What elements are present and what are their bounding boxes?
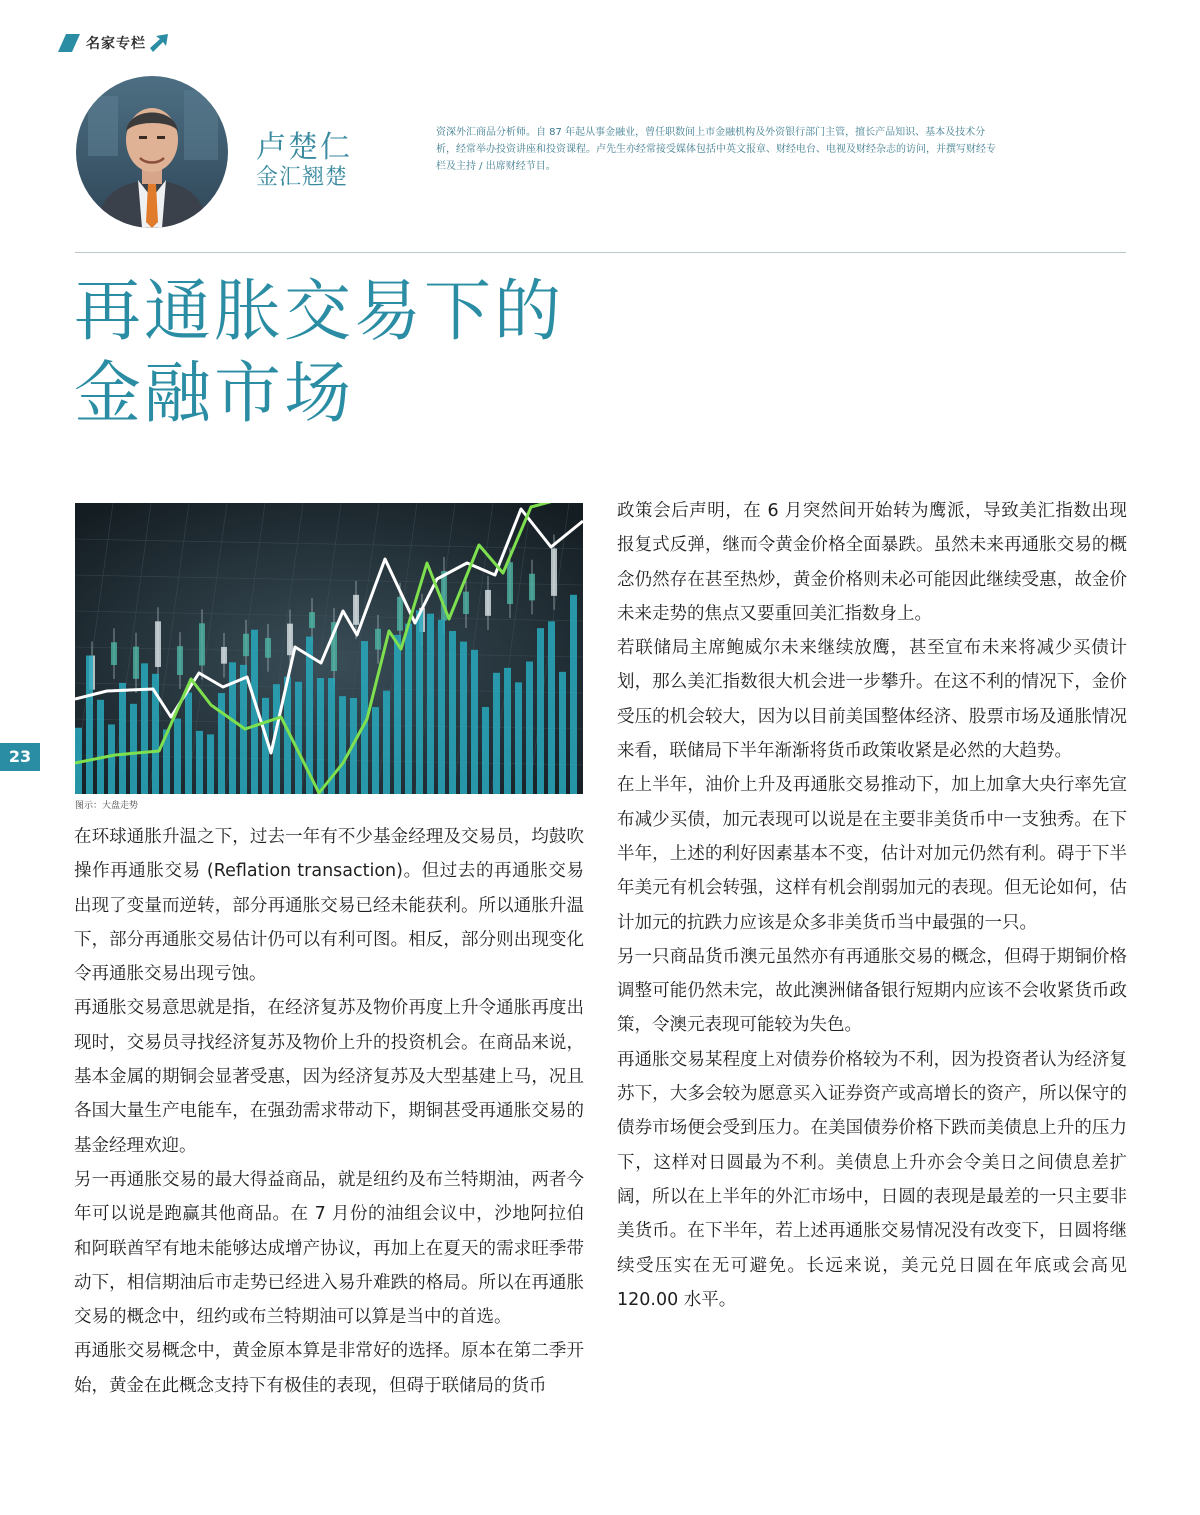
paragraph: 在环球通胀升温之下，过去一年有不少基金经理及交易员，均鼓吹操作再通胀交易 (Reflation transaction)。但过去的再通胀交易出现了变量而逆转，部分再通胀交易已经未能获利。所以通胀升温下，部分再通胀交易估计仍可以有利可图。相反，部分则出现变化令再通胀交易出现亏蚀。: [74, 827, 584, 985]
arrow-up-right-icon: [150, 34, 170, 52]
headline-line-2: 金融市场: [74, 354, 354, 432]
author-name: 卢楚仁: [256, 130, 352, 165]
paragraph: 再通胀交易意思就是指，在经济复苏及物价再度上升令通胀再度出现时，交易员寻找经济复苏及物价上升的投资机会。在商品来说，基本金属的期铜会显著受惠，因为经济复苏及大型基建上马，况且各国大量生产电能车，在强劲需求带动下，期铜甚受再通胀交易的基金经理欢迎。: [74, 998, 584, 1156]
paragraph: 再通胀交易某程度上对债券价格较为不利，因为投资者认为经济复苏下，大多会较为愿意买入证券资产或高增长的资产，所以保守的债券市场便会受到压力。在美国债券价格下跌而美债息上升的压力下，这样对日圆最为不利。美债息上升亦会令美日之间债息差扩阔，所以在上半年的外汇市场中，日圆的表现是最差的一只主要非美货币。在下半年，若上述再通胀交易情况没有改变下，日圆将继续受压实在无可避免。长远来说，美元兑日圆在年底或会高见 120.00 水平。: [617, 1049, 1127, 1310]
paragraph: 另一再通胀交易的最大得益商品，就是纽约及布兰特期油，两者今年可以说是跑赢其他商品。在 7 月份的油组会议中，沙地阿拉伯和阿联酋罕有地未能够达成增产协议，再加上在夏天的需求旺季带动下，相信期油后市走势已经进入易升难跌的格局。所以在再通胀交易的概念中，纽约或布兰特期油可以算是当中的首选。: [74, 1169, 584, 1328]
figure-caption: 图示：大盘走势: [75, 801, 139, 811]
paragraph: 再通胀交易概念中，黄金原本算是非常好的选择。原本在第二季开始，黄金在此概念支持下有极佳的表现，但碍于联储局的货币: [74, 1341, 584, 1396]
paragraph: 政策会后声明，在 6 月突然间开始转为鹰派，导致美汇指数出现报复式反弹，继而令黄金价格全面暴跌。虽然未来再通胀交易的概念仍然存在甚至热炒，黄金价格则未必可能因此继续受惠，故金价未来走势的焦点又要重回美汇指数身上。: [617, 501, 1127, 624]
paragraph: 另一只商品货币澳元虽然亦有再通胀交易的概念，但碍于期铜价格调整可能仍然未完，故此澳洲储备银行短期内应该不会收紧货币政策，令澳元表现可能较为失色。: [617, 946, 1127, 1036]
page-number: 23: [0, 743, 40, 771]
stock-chart-image: [75, 503, 583, 794]
paragraph: 在上半年，油价上升及再通胀交易推动下，加上加拿大央行率先宣布减少买债，加元表现可以说是在主要非美货币中一支独秀。在下半年，上述的利好因素基本不变，估计对加元仍然有利。碍于下半年美元有机会转强，这样有机会削弱加元的表现。但无论如何，估计加元的抗跌力应该是众多非美货币当中最强的一只。: [617, 775, 1127, 933]
author-bio: 资深外汇商品分析师。自 87 年起从事金融业，曾任职数间上市金融机构及外资银行部门主管，擅长产品知识、基本及技术分析，经常举办投资讲座和投资课程。卢先生亦经常接受媒体包括中英文报章、财经电台、电视及财经杂志的访问，并撰写财经专栏及主持 / 出席财经节目。: [436, 127, 996, 172]
headline-line-1: 再通胀交易下的: [74, 272, 564, 350]
article-column-left: [74, 820, 584, 1403]
article-headline: [74, 270, 634, 434]
author-photo: [76, 76, 228, 228]
paragraph: 若联储局主席鲍威尔未来继续放鹰，甚至宣布未来将减少买债计划，那么美汇指数很大机会进一步攀升。在这不利的情况下，金价受压的机会较大，因为以目前美国整体经济、股票市场及通胀情况来看，联储局下半年渐渐将货币政策收紧是必然的大趋势。: [617, 638, 1127, 762]
header-divider: [75, 252, 1126, 253]
slash-icon: [58, 34, 84, 52]
article-column-right: [617, 494, 1127, 1317]
column-tag: [58, 33, 170, 53]
column-tag-label: 名家专栏: [86, 36, 146, 52]
author-title: 金汇翘楚: [256, 165, 349, 190]
